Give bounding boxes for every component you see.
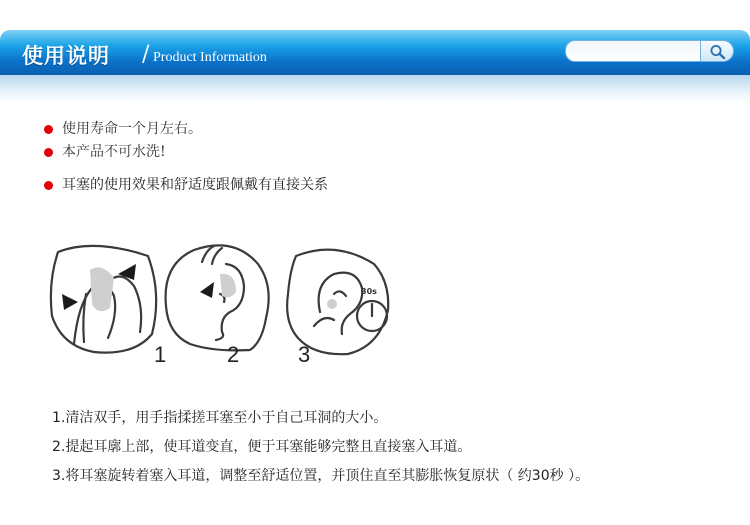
illustration-graphic	[44, 234, 404, 374]
timer-label: 30s	[361, 287, 377, 296]
bullet-icon	[44, 181, 53, 190]
bullet-icon	[44, 148, 53, 157]
note-item	[42, 174, 328, 197]
step-item: 3.将耳塞旋转着塞入耳道，调整至舒适位置，并顶住直至其膨胀恢复原状（ 约30秒 ）。	[52, 468, 590, 484]
search-icon	[709, 44, 727, 60]
headline-text: 耳塞的使用效果和舒适度跟佩戴有直接关系	[62, 177, 328, 193]
note-item	[42, 141, 328, 164]
instruction-steps	[52, 404, 589, 491]
banner-shadow	[0, 75, 750, 103]
bullet-icon	[44, 125, 53, 134]
step-item: 2.提起耳廓上部，使耳道变直，便于耳塞能够完整且直接塞入耳道。	[52, 439, 472, 455]
title-separator: /	[142, 42, 150, 67]
page-title: 使用说明	[22, 44, 110, 68]
instruction-illustrations	[44, 234, 404, 374]
step-item: 1.清洁双手，用手指揉搓耳塞至小于自己耳洞的大小。	[52, 410, 388, 426]
search-button[interactable]	[700, 40, 734, 62]
figure-label: 2	[227, 342, 240, 367]
figure-label: 1	[154, 342, 167, 367]
note-item	[42, 118, 328, 141]
usage-notes	[42, 118, 328, 197]
note-text: 本产品不可水洗!	[62, 144, 166, 160]
figure-label: 3	[298, 342, 311, 367]
search-input[interactable]	[565, 40, 702, 62]
note-text: 使用寿命一个月左右。	[62, 121, 202, 137]
page-subtitle: Product Information	[153, 50, 267, 65]
